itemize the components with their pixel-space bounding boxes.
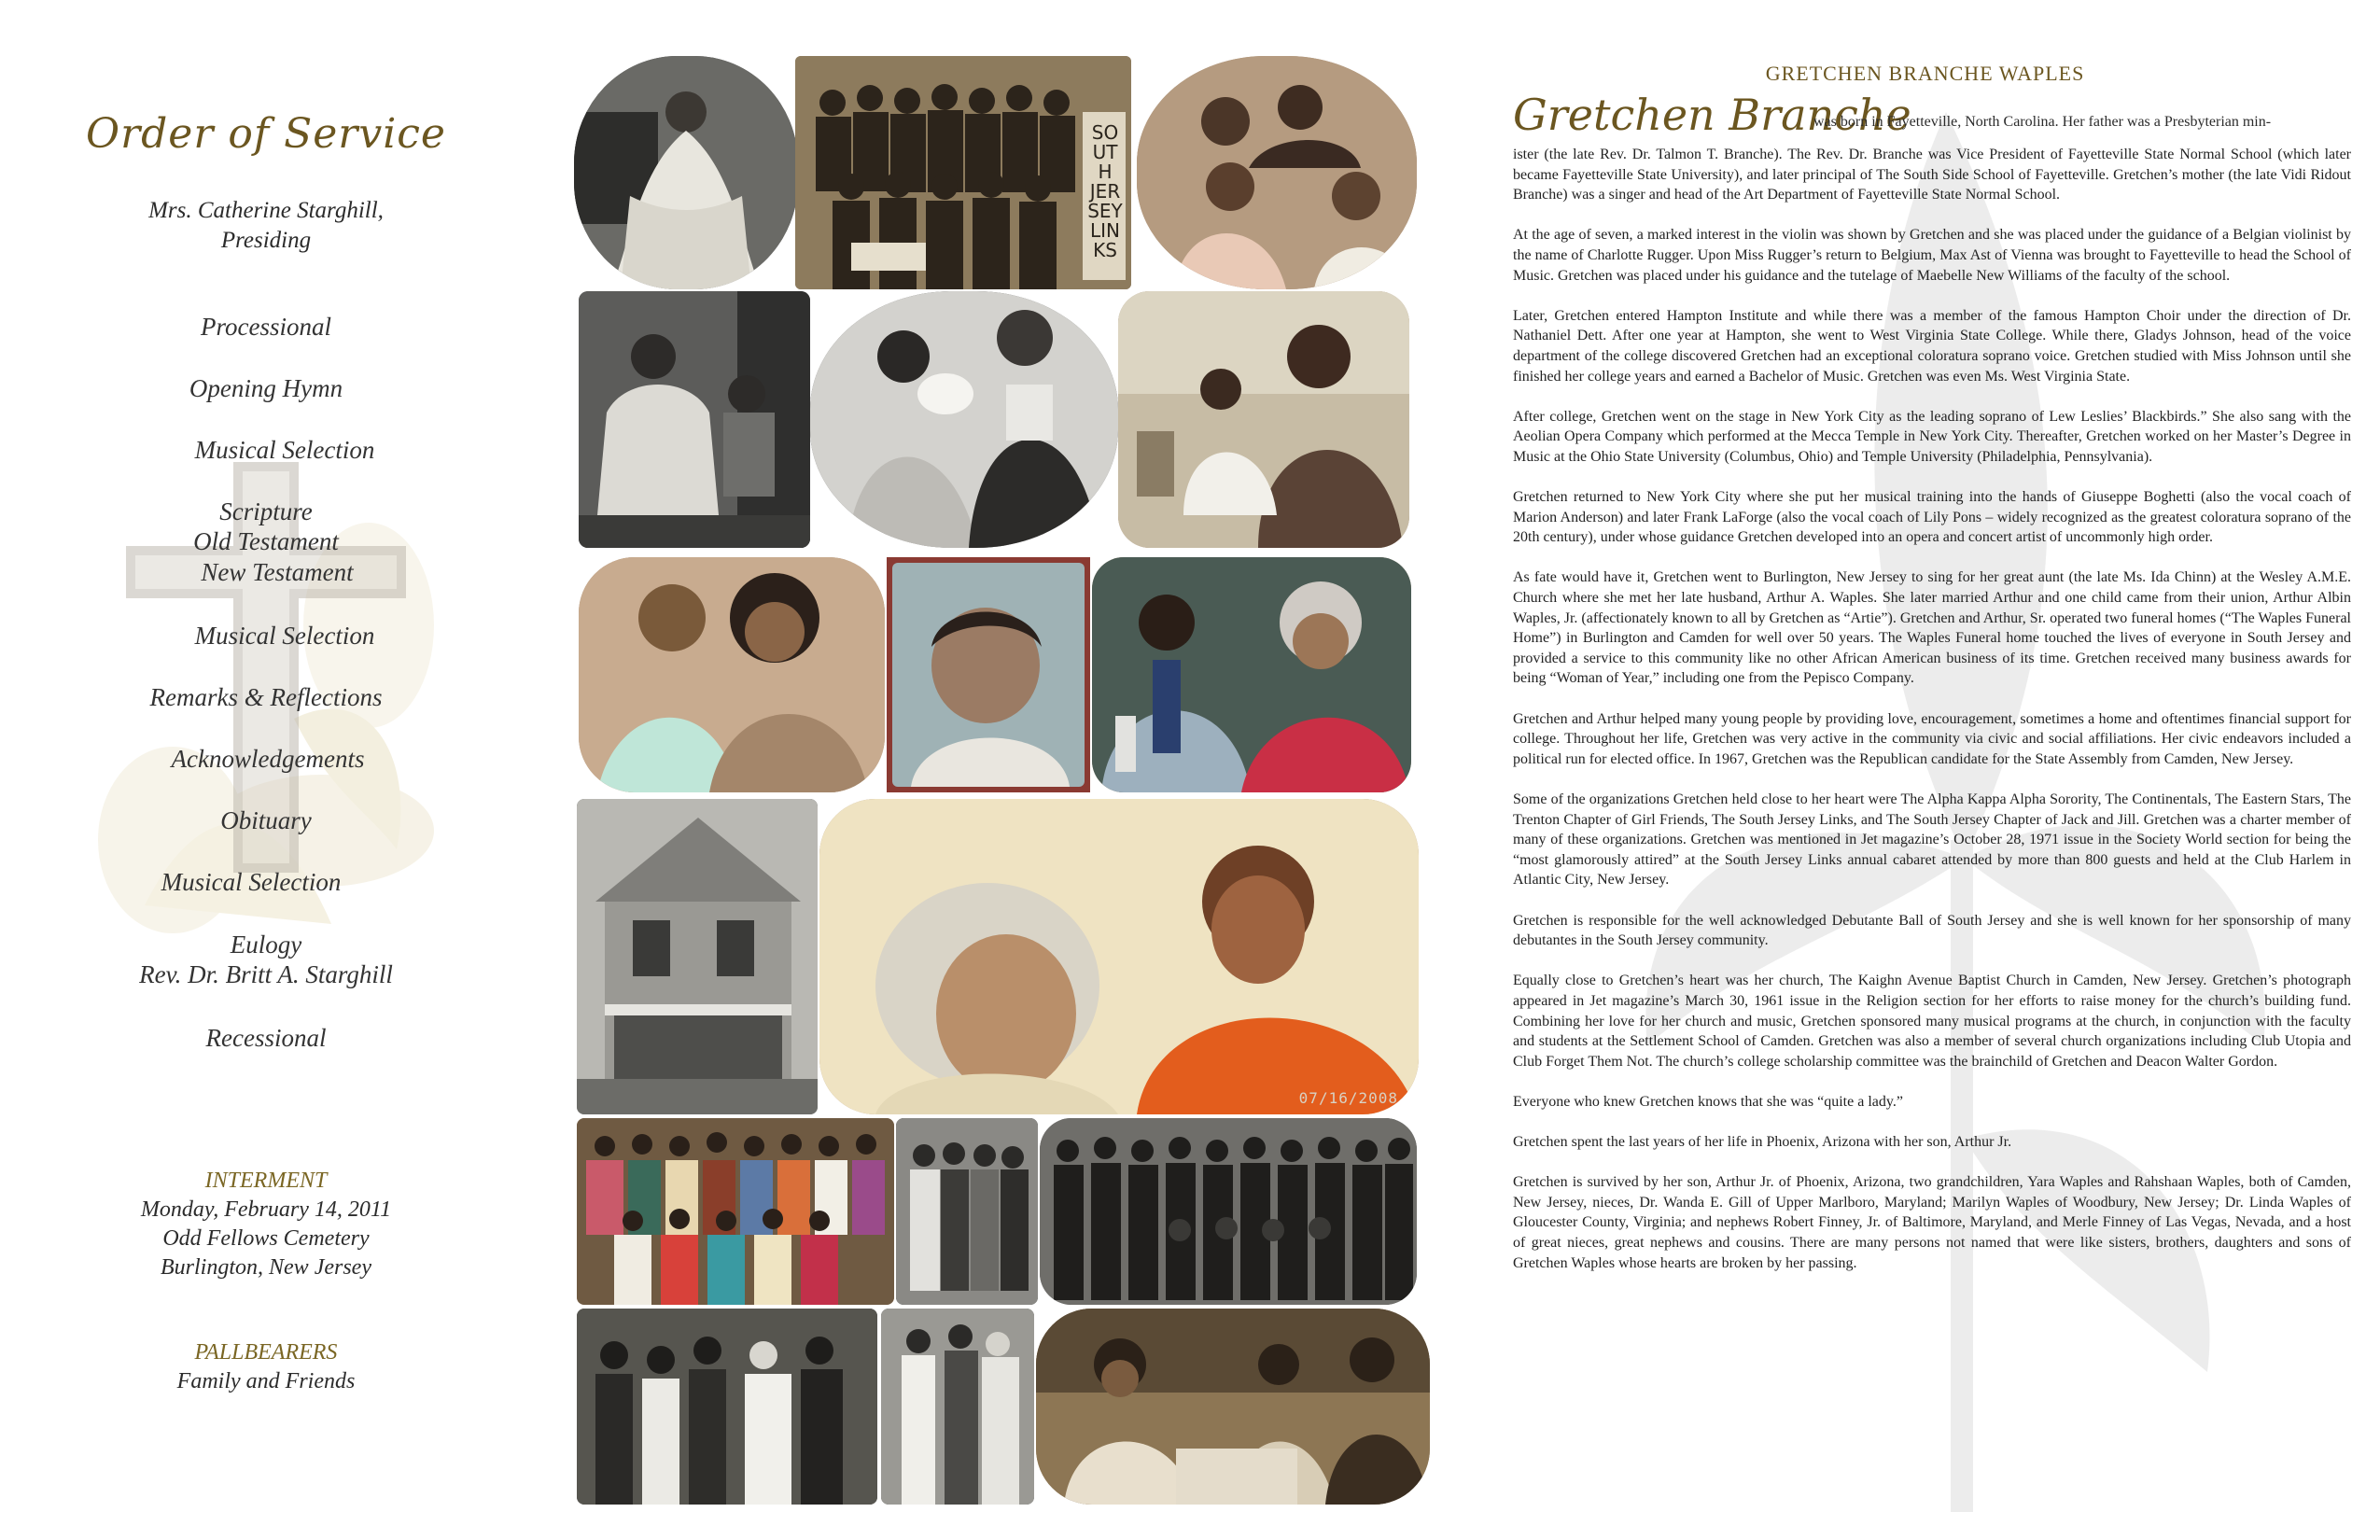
obituary-signature-name: Gretchen Branche <box>1513 90 1911 140</box>
photo-women-at-table <box>1036 1309 1430 1505</box>
south-jersey-links-sign: SOUTH JERSEY LINKS <box>1087 121 1123 261</box>
service-item-obituary: Obituary <box>220 806 312 834</box>
photo-family-gathering <box>1137 56 1417 289</box>
service-item-old-testament: Old Testament <box>193 527 339 555</box>
order-of-service-panel <box>0 0 532 1540</box>
photo-baby-portrait <box>887 557 1090 792</box>
obituary-paragraph: At the age of seven, a marked interest in the violin was shown by Gretchen and she was placed under the guidance of a Belgian violinist by the name of Charlotte Rugger. Upon Miss Rugger’s return to Belgium, Max Ast of Vienna was brought to Fayetteville to head the School of Music. Gretchen was placed under his guidance and the tutelage of Maebelle New Williams of the faculty of the school. <box>1513 227 2351 284</box>
photo-date-stamp: 07/16/2008 <box>1298 1089 1398 1107</box>
pallbearers-section <box>0 1338 532 1396</box>
photo-two-women-smiling <box>579 557 885 792</box>
obituary-paragraph: Gretchen is survived by her son, Arthur Jr. of Phoenix, Arizona, two grandchildren, Yara Waples and Rahshaan Waples, both of Camden, New Jersey, nieces, Dr. Wanda E. Gill of Upper Marlboro, Maryland; Marilyn Waples of Woodbury, New Jersey; Dr. Linda Waples of Gloucester County, Virginia; and nephews Robert Finney, Jr. of Baltimore, Maryland, and Merle Finney of Las Vegas, Nevada, and a host of great nieces, great nephews and cousins. There are many persons not named that were like sisters, brothers, daughters and sons of Gretchen Waples whose hearts are broken by her passing. <box>1513 1174 2351 1271</box>
service-item-new-testament: New Testament <box>201 558 354 586</box>
interment-section <box>0 1167 532 1282</box>
presiding-name: Mrs. Catherine Starghill, <box>148 198 384 223</box>
interment-date: Monday, February 14, 2011 <box>140 1197 392 1222</box>
obituary-paragraph: After college, Gretchen went on the stage in New York City as the leading soprano of Lew Leslies’ Blackbirds.” She also sang with the Aeolian Opera Company which performed at the Mecca Temple in New York City. Thereafter, Gretchen worked on her Master’s Degree in Music at the Ohio State University (Columbus, Ohio) and Temple University (Philadelphia, Pennsylvania). <box>1513 408 2351 465</box>
photo-family-house <box>577 799 818 1114</box>
service-item-remarks-reflections: Remarks & Reflections <box>149 683 383 711</box>
service-item-opening-hymn: Opening Hymn <box>189 374 343 402</box>
photo-great-grandmother-and-child <box>819 799 1419 1114</box>
photo-grandmother-with-baby <box>1118 291 1409 548</box>
photo-south-jersey-links-group <box>795 56 1131 289</box>
service-item-eulogist: Rev. Dr. Britt A. Starghill <box>139 960 393 988</box>
photo-women-group-colorful <box>577 1118 894 1305</box>
photo-woman-at-piano <box>574 56 798 289</box>
service-item-processional: Processional <box>201 313 331 341</box>
photo-mother-and-young-son <box>579 291 810 548</box>
photo-three-people-standing <box>881 1309 1034 1505</box>
obituary-paragraph: Equally close to Gretchen’s heart was her church, The Kaighn Avenue Baptist Church in Camden, New Jersey. Gretchen’s photograph appeared in Jet magazine’s March 30, 1961 issue in the Religion section for her efforts to raise money for the church’s building fund. Combining her love for her church and music, Gretchen sponsored many musical programs at the church, in conjunction with the faculty and students at the Settlement School of Camden. Gretchen was also a member of several church organizations including Club Utopia and Club Forget Them Not. The church’s college scholarship committee was the brainchild of Gretchen and Deacon Walter Gordon. <box>1513 973 2351 1070</box>
pallbearers-names: Family and Friends <box>176 1369 356 1393</box>
obituary-header: GRETCHEN BRANCHE WAPLES <box>1765 62 2085 85</box>
service-item-acknowledgements: Acknowledgements <box>171 745 365 773</box>
pallbearers-heading: PALLBEARERS <box>194 1340 338 1365</box>
service-item-musical-selection-1: Musical Selection <box>194 436 375 464</box>
service-item-recessional: Recessional <box>205 1024 327 1052</box>
photo-four-women-standing <box>896 1118 1038 1305</box>
obituary-paragraph: Gretchen returned to New York City where she put her musical training into the hands of Giuseppe Boghetti (also the vocal coach of Marion Anderson) and later Frank LaForge (also the vocal coach of Lily Pons – widely recognized as the greatest coloratura soprano of the 20th century), under whose guidance Gretchen developed into an opera and concert artist of uncommonly high order. <box>1513 489 2351 546</box>
obituary-paragraph: ister (the late Rev. Dr. Talmon T. Branche). The Rev. Dr. Branche was Vice President of Fayetteville State Normal School (which later became Fayetteville State University), and later principal of The South Side School of Fayetteville. Gretchen’s mother (the late Vidi Ridout Branche) was a singer and head of the Art Department of Fayetteville State Normal School. <box>1513 147 2351 203</box>
obituary-first-line: was born in Fayetteville, North Carolina. Her father was a Presbyterian min- <box>1813 114 2272 130</box>
obituary-paragraph: Gretchen and Arthur helped many young people by providing love, encouragement, sometimes a home and oftentimes financial support for college. Throughout her life, Gretchen was very active in the community via civic and social affiliations. Her civic endeavors included a political run for elected office. In 1967, Gretchen was the Republican candidate for the State Assembly from Camden, New Jersey. <box>1513 710 2351 767</box>
presiding-officiant <box>0 196 532 256</box>
service-item-eulogy: Eulogy <box>230 931 302 959</box>
obituary-paragraph: Everyone who knew Gretchen knows that she was “quite a lady.” <box>1513 1093 1903 1110</box>
obituary-paragraph: As fate would have it, Gretchen went to Burlington, New Jersey to sing for her great aunt (the late Ms. Ida Chinn) at the Wesley A.M.E. Church where she met her late husband, Arthur A. Waples. She later married Arthur and one child came from their union, Arthur Albin Waples, Jr. (affectionately known to all by Gretchen as “Artie”). Gretchen and Arthur, Sr. operated two funeral homes (“The Waples Funeral Home”) in Burlington and Camden for well over 50 years. The Waples Funeral home touched the lives of everyone in South Jersey and provided a service to this community like no other African American business of its time. Gretchen received many business awards for being “Woman of Year,” including one from the Pepisco Company. <box>1513 569 2351 687</box>
interment-heading: INTERMENT <box>204 1169 328 1193</box>
service-item-musical-selection-3: Musical Selection <box>161 868 342 896</box>
photo-grandson-and-grandmother <box>1092 557 1411 792</box>
obituary-body <box>1513 145 2351 1294</box>
photo-couple-with-newborn <box>810 291 1118 548</box>
obituary-panel <box>1498 0 2352 1540</box>
obituary-paragraph: Some of the organizations Gretchen held close to her heart were The Alpha Kappa Alpha Sorority, The Continentals, The Eastern Stars, The Trenton Chapter of Girl Friends, The South Jersey Links, and The South Jersey Chapter of Jack and Jill. Gretchen was a charter member of many of these organizations. Gretchen was mentioned in Jet magazine’s October 28, 1971 issue in the Society World section for being the “most glamorously attired” at the South Jersey Links annual cabaret attended by more than 800 guests and held at the Club Harlem in Atlantic City, New Jersey. <box>1513 791 2351 889</box>
obituary-paragraph: Gretchen is responsible for the well acknowledged Debutante Ball of South Jersey and she is well known for her sponsorship of many debutantes in the South Jersey community. <box>1513 912 2351 949</box>
interment-city: Burlington, New Jersey <box>161 1255 371 1280</box>
service-item-scripture: Scripture <box>219 497 313 525</box>
interment-place: Odd Fellows Cemetery <box>162 1226 370 1251</box>
photo-church-ceremony <box>577 1309 877 1505</box>
service-item-musical-selection-2: Musical Selection <box>194 622 375 650</box>
obituary-paragraph: Later, Gretchen entered Hampton Institute and while there was a member of the famous Hampton Choir under the direction of Dr. Nathaniel Dett. After one year at Hampton, she went to West Virginia State College. While there, Gladys Johnson, head of the voice department of the college discovered Gretchen had an exceptional coloratura soprano voice. Gretchen studied with Miss Johnson until she finished her college years and earned a Bachelor of Music. Gretchen was even Ms. West Virginia State. <box>1513 307 2351 385</box>
obituary-paragraph: Gretchen spent the last years of her life in Phoenix, Arizona with her son, Arthur Jr. <box>1513 1134 2012 1151</box>
photo-women-group-formal <box>1040 1118 1417 1305</box>
presiding-role: Presiding <box>220 228 312 253</box>
order-of-service-title: Order of Service <box>86 110 446 158</box>
